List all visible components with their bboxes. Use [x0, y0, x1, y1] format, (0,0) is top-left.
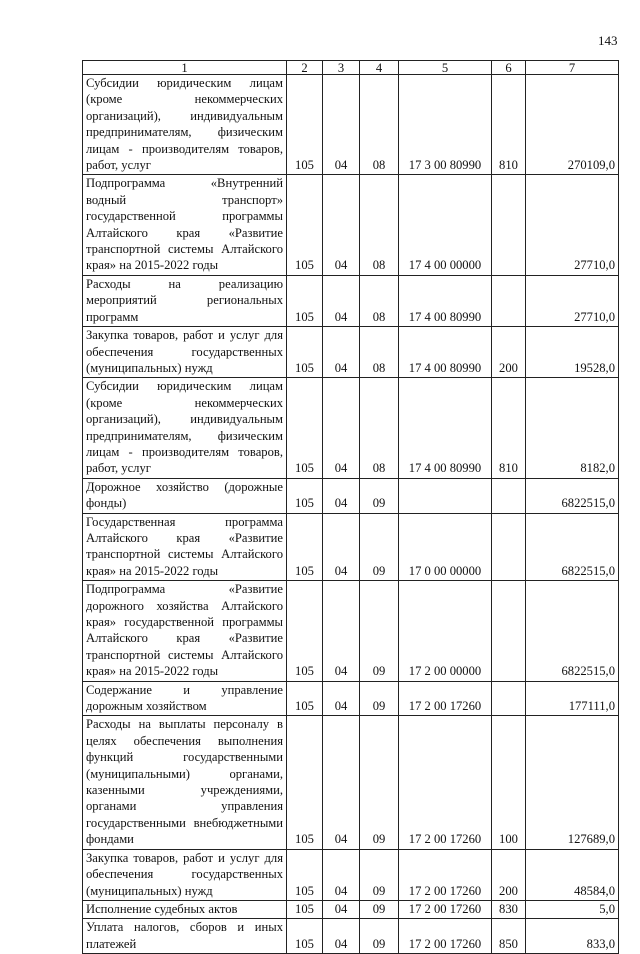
- row-amount: 127689,0: [526, 716, 619, 849]
- row-amount: 833,0: [526, 919, 619, 954]
- row-subchapter-code: 08: [360, 175, 399, 275]
- row-target-code: 17 2 00 17260: [399, 919, 492, 954]
- row-target-code: 17 2 00 17260: [399, 716, 492, 849]
- table-row: [83, 900, 619, 918]
- row-amount: 48584,0: [526, 849, 619, 900]
- row-expense-type: [492, 581, 526, 681]
- row-description: Подпрограмма «Развитие дорожного хозяйства Алтайского края» государственной программы Алтайского края «Развитие транспортной системы Алтайского края» на 2015-2022 годы: [83, 581, 287, 681]
- row-chapter-code: 04: [323, 849, 360, 900]
- row-target-code: 17 4 00 80990: [399, 327, 492, 378]
- row-description: Дорожное хозяйство (дорожные фонды): [83, 478, 287, 513]
- row-subchapter-code: 09: [360, 681, 399, 716]
- row-expense-type: 200: [492, 327, 526, 378]
- row-target-code: 17 2 00 00000: [399, 581, 492, 681]
- page-number: 143: [598, 33, 618, 48]
- row-chapter-code: 04: [323, 681, 360, 716]
- row-target-code: 17 3 00 80990: [399, 75, 492, 175]
- row-chapter-code: 04: [323, 75, 360, 175]
- row-section-code: 105: [287, 681, 323, 716]
- row-amount: 6822515,0: [526, 478, 619, 513]
- table-row: [83, 275, 619, 326]
- row-expense-type: 100: [492, 716, 526, 849]
- row-expense-type: 850: [492, 919, 526, 954]
- row-amount: 270109,0: [526, 75, 619, 175]
- row-description: Расходы на выплаты персоналу в целях обеспечения выполнения функций государственными (муниципальными) органами, казенными учреждениями, органами управления государственными внебюджетными фондами: [83, 716, 287, 849]
- table-row: [83, 513, 619, 581]
- header-cell: 5: [399, 61, 492, 75]
- row-expense-type: 200: [492, 849, 526, 900]
- row-section-code: 105: [287, 900, 323, 918]
- row-section-code: 105: [287, 919, 323, 954]
- row-section-code: 105: [287, 75, 323, 175]
- row-chapter-code: 04: [323, 716, 360, 849]
- table-row: [83, 919, 619, 954]
- row-amount: 27710,0: [526, 275, 619, 326]
- table-row: [83, 681, 619, 716]
- row-target-code: 17 4 00 80990: [399, 275, 492, 326]
- row-chapter-code: 04: [323, 378, 360, 478]
- row-section-code: 105: [287, 327, 323, 378]
- row-description: Расходы на реализацию мероприятий региональных программ: [83, 275, 287, 326]
- row-expense-type: [492, 513, 526, 581]
- table-row: [83, 75, 619, 175]
- row-subchapter-code: 08: [360, 275, 399, 326]
- row-description: Субсидии юридическим лицам (кроме некоммерческих организаций), индивидуальным предпринимателям, физическим лицам - производителям товаров, работ, услуг: [83, 378, 287, 478]
- row-expense-type: 810: [492, 378, 526, 478]
- table-row: [83, 849, 619, 900]
- row-expense-type: [492, 275, 526, 326]
- row-chapter-code: 04: [323, 581, 360, 681]
- row-section-code: 105: [287, 378, 323, 478]
- row-subchapter-code: 09: [360, 919, 399, 954]
- row-target-code: 17 2 00 17260: [399, 849, 492, 900]
- row-amount: 27710,0: [526, 175, 619, 275]
- row-expense-type: [492, 681, 526, 716]
- row-chapter-code: 04: [323, 275, 360, 326]
- header-cell: 7: [526, 61, 619, 75]
- table-row: [83, 175, 619, 275]
- row-subchapter-code: 09: [360, 716, 399, 849]
- row-expense-type: [492, 478, 526, 513]
- row-section-code: 105: [287, 275, 323, 326]
- row-description: Исполнение судебных актов: [83, 900, 287, 918]
- row-section-code: 105: [287, 513, 323, 581]
- header-cell: 2: [287, 61, 323, 75]
- row-amount: 8182,0: [526, 378, 619, 478]
- table-row: [83, 581, 619, 681]
- row-chapter-code: 04: [323, 513, 360, 581]
- row-description: Субсидии юридическим лицам (кроме некоммерческих организаций), индивидуальным предпринимателям, физическим лицам - производителям товаров, работ, услуг: [83, 75, 287, 175]
- header-cell: 3: [323, 61, 360, 75]
- header-cell: 1: [83, 61, 287, 75]
- row-subchapter-code: 09: [360, 478, 399, 513]
- row-amount: 6822515,0: [526, 581, 619, 681]
- header-cell: 4: [360, 61, 399, 75]
- header-cell: 6: [492, 61, 526, 75]
- row-target-code: 17 4 00 80990: [399, 378, 492, 478]
- budget-table: [82, 60, 619, 954]
- row-section-code: 105: [287, 849, 323, 900]
- row-subchapter-code: 09: [360, 900, 399, 918]
- row-subchapter-code: 09: [360, 849, 399, 900]
- row-chapter-code: 04: [323, 919, 360, 954]
- row-description: Подпрограмма «Внутренний водный транспорт» государственной программы Алтайского края «Развитие транспортной системы Алтайского края» на 2015-2022 годы: [83, 175, 287, 275]
- row-section-code: 105: [287, 478, 323, 513]
- row-section-code: 105: [287, 581, 323, 681]
- row-description: Закупка товаров, работ и услуг для обеспечения государственных (муниципальных) нужд: [83, 327, 287, 378]
- row-amount: 6822515,0: [526, 513, 619, 581]
- row-subchapter-code: 08: [360, 378, 399, 478]
- row-chapter-code: 04: [323, 175, 360, 275]
- table-body: [83, 61, 619, 954]
- row-target-code: 17 0 00 00000: [399, 513, 492, 581]
- row-expense-type: 830: [492, 900, 526, 918]
- table-row: [83, 716, 619, 849]
- row-chapter-code: 04: [323, 478, 360, 513]
- row-section-code: 105: [287, 716, 323, 849]
- row-amount: 19528,0: [526, 327, 619, 378]
- row-subchapter-code: 08: [360, 75, 399, 175]
- row-target-code: [399, 478, 492, 513]
- row-description: Закупка товаров, работ и услуг для обеспечения государственных (муниципальных) нужд: [83, 849, 287, 900]
- row-subchapter-code: 09: [360, 513, 399, 581]
- row-subchapter-code: 08: [360, 327, 399, 378]
- table-row: [83, 478, 619, 513]
- row-amount: 177111,0: [526, 681, 619, 716]
- row-expense-type: [492, 175, 526, 275]
- row-description: Государственная программа Алтайского края «Развитие транспортной системы Алтайского края» на 2015-2022 годы: [83, 513, 287, 581]
- row-amount: 5,0: [526, 900, 619, 918]
- row-subchapter-code: 09: [360, 581, 399, 681]
- table-row: [83, 378, 619, 478]
- row-description: Содержание и управление дорожным хозяйством: [83, 681, 287, 716]
- row-chapter-code: 04: [323, 900, 360, 918]
- row-expense-type: 810: [492, 75, 526, 175]
- row-target-code: 17 2 00 17260: [399, 681, 492, 716]
- row-target-code: 17 4 00 00000: [399, 175, 492, 275]
- row-section-code: 105: [287, 175, 323, 275]
- row-target-code: 17 2 00 17260: [399, 900, 492, 918]
- table-row: [83, 327, 619, 378]
- header-row: [83, 61, 619, 75]
- row-chapter-code: 04: [323, 327, 360, 378]
- row-description: Уплата налогов, сборов и иных платежей: [83, 919, 287, 954]
